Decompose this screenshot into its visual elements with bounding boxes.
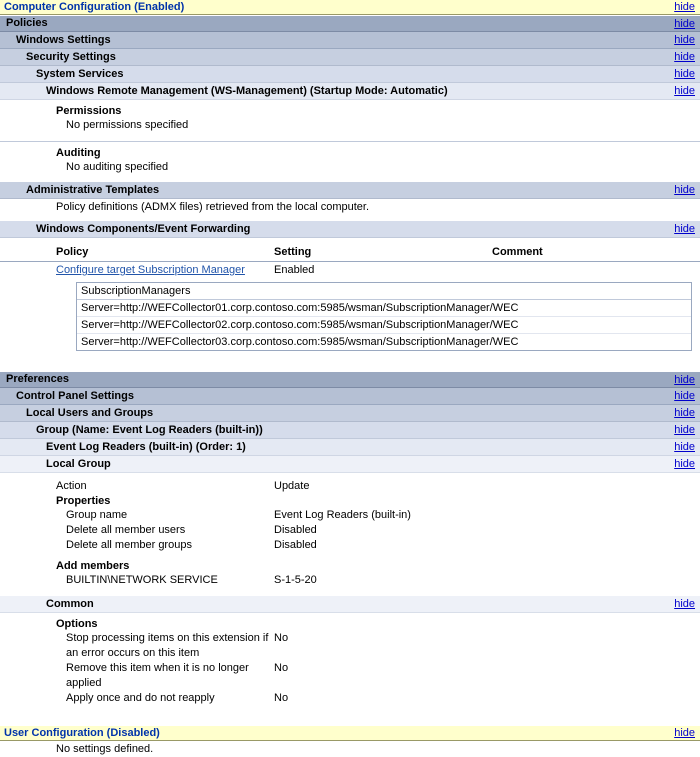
section-policies[interactable] — [0, 15, 700, 32]
section-administrative-templates-label: Administrative Templates — [26, 183, 160, 196]
user-configuration-header — [0, 726, 700, 741]
hide-link-group-order[interactable]: hide — [674, 441, 695, 453]
section-winrm-service-label: Windows Remote Management (WS-Management) (Startup Mode: Automatic) — [46, 84, 448, 97]
property-key: Group name — [66, 509, 128, 521]
property-row — [0, 508, 700, 523]
section-security-settings-label: Security Settings — [26, 50, 116, 63]
section-common-label: Common — [46, 597, 94, 610]
section-winrm-service[interactable] — [0, 83, 700, 100]
administrative-templates-note: Policy definitions (ADMX files) retrieved from the local computer. — [56, 201, 370, 213]
column-header-comment: Comment — [488, 244, 700, 262]
permissions-value: No permissions specified — [66, 119, 189, 131]
policy-table-header-row — [0, 244, 700, 262]
action-key: Action — [56, 480, 87, 492]
hide-link-windows-settings[interactable]: hide — [674, 34, 695, 46]
hide-link-local-users-and-groups[interactable]: hide — [674, 407, 695, 419]
section-control-panel-settings-label: Control Panel Settings — [16, 389, 134, 402]
hide-link-security-settings[interactable]: hide — [674, 51, 695, 63]
section-group-order-label: Event Log Readers (built-in) (Order: 1) — [46, 440, 246, 453]
action-row — [0, 479, 700, 494]
computer-configuration-title: Computer Configuration (Enabled) — [4, 0, 185, 13]
options-heading: Options — [56, 618, 98, 630]
option-value: No — [274, 692, 289, 704]
user-configuration-title: User Configuration (Disabled) — [4, 726, 160, 739]
property-value: Disabled — [274, 539, 317, 551]
section-local-group[interactable] — [0, 456, 700, 473]
option-value: No — [274, 632, 289, 644]
option-row — [0, 691, 700, 706]
section-control-panel-settings[interactable] — [0, 388, 700, 405]
section-windows-settings[interactable] — [0, 32, 700, 49]
subscription-managers-box — [76, 282, 692, 351]
column-header-setting: Setting — [270, 244, 488, 262]
list-item: Server=http://WEFCollector03.corp.contoso.com:5985/wsman/SubscriptionManager/WEC — [81, 336, 519, 348]
option-key: Apply once and do not reapply — [66, 692, 215, 704]
policy-comment-value — [488, 262, 700, 279]
section-local-group-label: Local Group — [46, 457, 111, 470]
section-security-settings[interactable] — [0, 49, 700, 66]
hide-link-user-configuration[interactable]: hide — [674, 727, 695, 739]
auditing-heading: Auditing — [56, 147, 101, 159]
option-key: Stop processing items on this extension if an error occurs on this item — [66, 632, 269, 659]
section-group-order[interactable] — [0, 439, 700, 456]
property-value: Event Log Readers (built-in) — [274, 509, 411, 521]
hide-link-group[interactable]: hide — [674, 424, 695, 436]
hide-link-computer-configuration[interactable]: hide — [674, 1, 695, 13]
list-item: Server=http://WEFCollector01.corp.contoso.com:5985/wsman/SubscriptionManager/WEC — [77, 300, 691, 317]
property-key: Delete all member groups — [66, 539, 192, 551]
section-administrative-templates[interactable] — [0, 182, 700, 199]
section-local-users-and-groups-label: Local Users and Groups — [26, 406, 154, 419]
section-system-services-label: System Services — [36, 67, 124, 80]
section-local-users-and-groups[interactable] — [0, 405, 700, 422]
option-key: Remove this item when it is no longer applied — [66, 662, 249, 689]
section-preferences-label: Preferences — [6, 373, 69, 385]
section-windows-settings-label: Windows Settings — [16, 33, 111, 46]
option-row — [0, 661, 700, 691]
hide-link-control-panel-settings[interactable]: hide — [674, 390, 695, 402]
column-header-policy: Policy — [0, 244, 270, 262]
computer-configuration-header — [0, 0, 700, 15]
properties-heading: Properties — [56, 495, 111, 507]
section-system-services[interactable] — [0, 66, 700, 83]
option-value: No — [274, 662, 289, 674]
section-event-forwarding[interactable] — [0, 221, 700, 238]
section-preferences[interactable] — [0, 371, 700, 388]
list-item: Server=http://WEFCollector02.corp.contoso.com:5985/wsman/SubscriptionManager/WEC — [77, 317, 691, 334]
auditing-value: No auditing specified — [66, 161, 169, 173]
property-row — [0, 538, 700, 553]
action-value: Update — [274, 480, 310, 492]
hide-link-common[interactable]: hide — [674, 598, 695, 610]
hide-link-winrm-service[interactable]: hide — [674, 85, 695, 97]
member-sid: S-1-5-20 — [274, 574, 317, 586]
policy-link-configure-target-subscription-manager[interactable]: Configure target Subscription Manager — [56, 264, 245, 276]
table-row — [0, 262, 700, 279]
section-group-label: Group (Name: Event Log Readers (built-in)) — [36, 423, 263, 436]
section-group[interactable] — [0, 422, 700, 439]
hide-link-event-forwarding[interactable]: hide — [674, 223, 695, 235]
user-configuration-note: No settings defined. — [56, 743, 154, 755]
hide-link-preferences[interactable]: hide — [674, 373, 695, 386]
section-event-forwarding-label: Windows Components/Event Forwarding — [36, 222, 251, 235]
member-name: BUILTIN\NETWORK SERVICE — [66, 574, 218, 586]
member-row — [0, 573, 700, 588]
property-key: Delete all member users — [66, 524, 186, 536]
permissions-heading: Permissions — [56, 105, 122, 117]
option-row — [0, 631, 700, 661]
hide-link-local-group[interactable]: hide — [674, 458, 695, 470]
property-row — [0, 523, 700, 538]
section-common[interactable] — [0, 596, 700, 613]
add-members-heading: Add members — [56, 560, 130, 572]
subscription-managers-header: SubscriptionManagers — [77, 283, 691, 300]
hide-link-system-services[interactable]: hide — [674, 68, 695, 80]
section-policies-label: Policies — [6, 17, 48, 29]
policy-table — [0, 244, 700, 278]
property-value: Disabled — [274, 524, 317, 536]
policy-setting-value: Enabled — [274, 264, 315, 276]
hide-link-administrative-templates[interactable]: hide — [674, 184, 695, 196]
hide-link-policies[interactable]: hide — [674, 17, 695, 30]
